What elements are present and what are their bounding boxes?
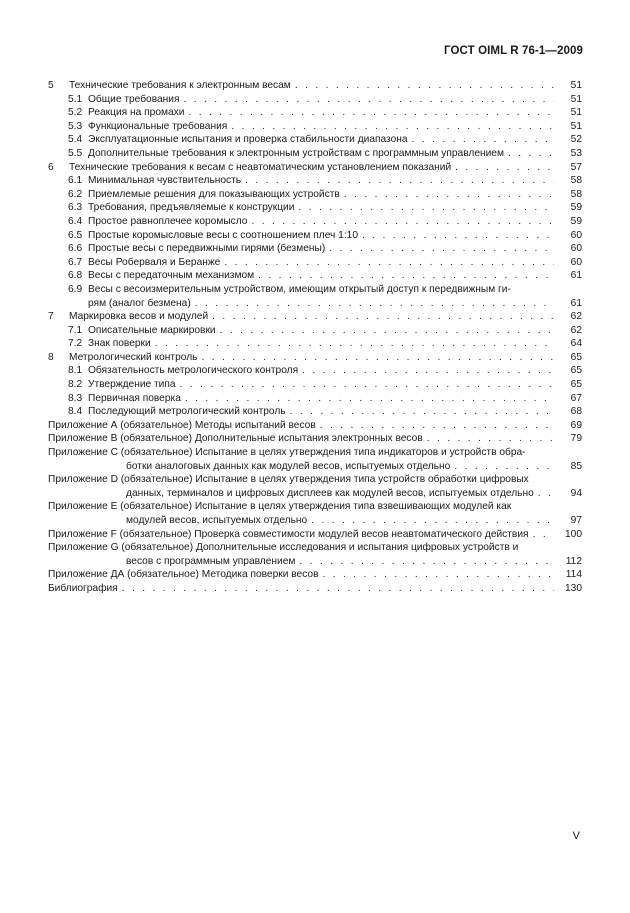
toc-entry [48, 310, 582, 324]
toc-entry-title-continued: рям (аналог безмена) . . . [88, 297, 554, 311]
toc-entry [48, 541, 582, 555]
toc-entry [48, 446, 582, 460]
toc-entry-title: Утверждение типа . . . [88, 378, 554, 392]
toc-entry [48, 242, 582, 256]
toc-entry-page: 57 [570, 161, 582, 173]
toc-entry-number: 6.2 [68, 188, 83, 200]
toc-entry-page: 79 [570, 433, 582, 445]
toc-entry-page: 60 [570, 243, 582, 255]
toc-entry-page: 61 [570, 297, 582, 309]
toc-entry-title: Технические требования к весам с неавтоматическим установлением показаний . . . [69, 161, 554, 175]
toc-entry-title-continued: весов с программным управлением . . . [126, 555, 554, 569]
toc-entry-title: Приемлемые решения для показывающих устройств . . . [88, 188, 554, 202]
toc-entry-number: 6.5 [68, 229, 83, 241]
toc-entry-title: Приложение G (обязательное) Дополнительные исследования и испытания цифровых устройств и [48, 542, 519, 554]
toc-entry-title: Общие требования . . . [88, 93, 554, 107]
toc-entry-number: 6.1 [68, 175, 83, 187]
toc-entry-number: 6 [48, 161, 54, 173]
toc-entry-page: 65 [570, 365, 582, 377]
toc-entry [48, 392, 582, 406]
toc-entry-title: Простые коромысловые весы с соотношением плеч 1:10 . . . [88, 229, 554, 243]
toc-entry-page: 59 [570, 202, 582, 214]
toc-entry [48, 201, 582, 215]
toc-entry [48, 93, 582, 107]
toc-entry-title: Технические требования к электронным весам . . . [69, 79, 554, 93]
toc-entry-continuation [48, 514, 582, 528]
toc-entry-page: 97 [570, 515, 582, 526]
toc-entry-page: 94 [570, 487, 582, 499]
toc-entry-title: Дополнительные требования к электронным устройствам с программным управлением . . . [88, 147, 554, 161]
toc-entry-number: 8 [48, 351, 54, 363]
toc-entry-number: 6.8 [68, 270, 83, 282]
toc-entry-title-continued: модулей весов, испытуемых отдельно . . . [126, 514, 554, 528]
toc-entry-title: Маркировка весов и модулей . . . [69, 310, 554, 324]
toc-entry [48, 188, 582, 202]
toc-entry [48, 568, 582, 582]
toc-entry-title: Приложение А (обязательное) Методы испытаний весов . . . [48, 419, 554, 433]
toc-entry-page: 51 [570, 120, 582, 132]
toc-entry-number: 6.4 [68, 215, 83, 227]
toc-entry [48, 256, 582, 270]
toc-entry-title-continued: ботки аналоговых данных как модулей весов, испытуемых отдельно . . . [126, 460, 554, 474]
toc-entry-title: Обязательность метрологического контроля . . . [88, 364, 554, 378]
toc-entry-page: 64 [570, 338, 582, 350]
toc-entry [48, 161, 582, 175]
toc-entry-title: Метрологический контроль . . . [69, 351, 554, 365]
toc-entry-title: Простое равноплечее коромысло . . . [88, 215, 554, 229]
toc-entry-number: 5.3 [68, 120, 83, 132]
toc-entry-title: Требования, предъявляемые к конструкции . . . [88, 201, 554, 215]
toc-entry-page: 52 [570, 134, 582, 146]
toc-entry-title: Весы Роберваля и Беранже . . . [88, 256, 554, 270]
toc-entry-title: Реакция на промахи . . . [88, 106, 554, 120]
toc-entry-page: 130 [565, 582, 582, 594]
toc-entry-title: Функциональные требования . . . [88, 120, 554, 134]
toc-entry-number: 6.9 [68, 283, 83, 295]
toc-entry-page: 51 [570, 93, 582, 105]
toc-entry-title: Весы с весоизмерительным устройством, имеющим открытый доступ к передвижным ги- [88, 283, 511, 295]
toc-entry-page: 67 [570, 392, 582, 404]
toc-entry-continuation [48, 487, 582, 501]
toc-entry [48, 432, 582, 446]
toc-entry-number: 6.3 [68, 202, 83, 214]
toc-entry-title: Приложение В (обязательное) Дополнительные испытания электронных весов . . . [48, 432, 554, 446]
toc-entry [48, 79, 582, 93]
toc-entry [48, 528, 582, 542]
toc-entry [48, 215, 582, 229]
toc-entry [48, 419, 582, 433]
toc-entry [48, 106, 582, 120]
toc-entry-number: 5.5 [68, 147, 83, 159]
toc-entry [48, 269, 582, 283]
toc-entry-page: 51 [570, 80, 582, 91]
toc-entry-page: 58 [570, 175, 582, 187]
toc-entry-number: 8.1 [68, 365, 83, 377]
toc-entry-title: Последующий метрологический контроль . . . [88, 405, 554, 419]
toc-entry-number: 8.2 [68, 379, 83, 391]
toc-entry-title: Приложение Е (обязательное) Испытание в целях утверждения типа взвешивающих модулей как [48, 501, 512, 513]
toc-entry [48, 582, 582, 596]
toc-entry-page: 114 [565, 569, 582, 581]
toc-entry-page: 51 [570, 107, 582, 119]
toc-entry-title: Приложение С (обязательное) Испытание в целях утверждения типа индикаторов и устройств обра- [48, 447, 526, 459]
toc-entry-number: 8.3 [68, 392, 83, 404]
toc-entry-continuation [48, 555, 582, 569]
toc-entry-page: 68 [570, 406, 582, 418]
toc-entry-number: 5.4 [68, 134, 83, 146]
toc-entry-number: 5.2 [68, 107, 83, 119]
page-number-roman: V [572, 830, 580, 842]
toc-entry-page: 61 [570, 270, 582, 282]
toc-entry-page: 60 [570, 229, 582, 241]
toc-entry-page: 65 [570, 351, 582, 363]
toc-entry-number: 5.1 [68, 93, 83, 105]
toc-entry-number: 6.7 [68, 256, 83, 268]
table-of-contents [48, 79, 582, 596]
toc-entry-title: Приложение D (обязательное) Испытание в целях утверждения типа устройств обработки цифровых [48, 474, 529, 486]
toc-entry-page: 53 [570, 147, 582, 159]
toc-entry-number: 7 [48, 311, 54, 323]
toc-entry-title: Эксплуатационные испытания и проверка стабильности диапазона . . . [88, 133, 554, 147]
toc-entry [48, 405, 582, 419]
toc-entry [48, 378, 582, 392]
toc-entry-title: Библиография . . . [48, 582, 554, 596]
toc-entry-number: 8.4 [68, 406, 83, 418]
toc-entry-title: Весы с передаточным механизмом . . . [88, 269, 554, 283]
toc-entry-page: 69 [570, 419, 582, 431]
toc-entry-page: 65 [570, 379, 582, 391]
toc-entry-number: 7.2 [68, 338, 83, 350]
toc-entry [48, 324, 582, 338]
toc-entry-title: Минимальная чувствительность . . . [88, 174, 554, 188]
toc-entry-continuation [48, 297, 582, 311]
document-id: ГОСТ OIML R 76-1—2009 [444, 45, 583, 57]
toc-entry-page: 59 [570, 215, 582, 227]
toc-entry [48, 473, 582, 487]
toc-entry-title: Приложение ДА (обязательное) Методика поверки весов . . . [48, 568, 554, 582]
toc-entry [48, 283, 582, 297]
toc-entry [48, 229, 582, 243]
toc-entry-title: Простые весы с передвижными гирями (безмены) . . . [88, 242, 554, 256]
toc-entry-title: Первичная поверка . . . [88, 392, 554, 406]
toc-entry-page: 112 [565, 555, 582, 567]
toc-entry-continuation [48, 460, 582, 474]
toc-entry-title: Знак поверки . . . [88, 337, 554, 351]
toc-entry [48, 174, 582, 188]
toc-entry [48, 120, 582, 134]
toc-entry-page: 62 [570, 324, 582, 336]
toc-entry-page: 58 [570, 188, 582, 200]
toc-entry-page: 85 [570, 460, 582, 472]
toc-entry-page: 60 [570, 256, 582, 268]
toc-entry [48, 147, 582, 161]
toc-entry-number: 7.1 [68, 324, 83, 336]
toc-entry-title: Приложение F (обязательное) Проверка совместимости модулей весов неавтоматического действия . . . [48, 528, 554, 542]
toc-entry [48, 364, 582, 378]
toc-entry [48, 133, 582, 147]
toc-entry-number: 5 [48, 80, 54, 91]
toc-entry-page: 100 [565, 528, 582, 540]
toc-entry [48, 500, 582, 514]
toc-entry [48, 351, 582, 365]
toc-entry-title-continued: данных, терминалов и цифровых дисплеев как модулей весов, испытуемых отдельно . . . [126, 487, 554, 501]
toc-entry-page: 62 [570, 311, 582, 323]
toc-entry [48, 337, 582, 351]
toc-entry-title: Описательные маркировки . . . [88, 324, 554, 338]
toc-entry-number: 6.6 [68, 243, 83, 255]
